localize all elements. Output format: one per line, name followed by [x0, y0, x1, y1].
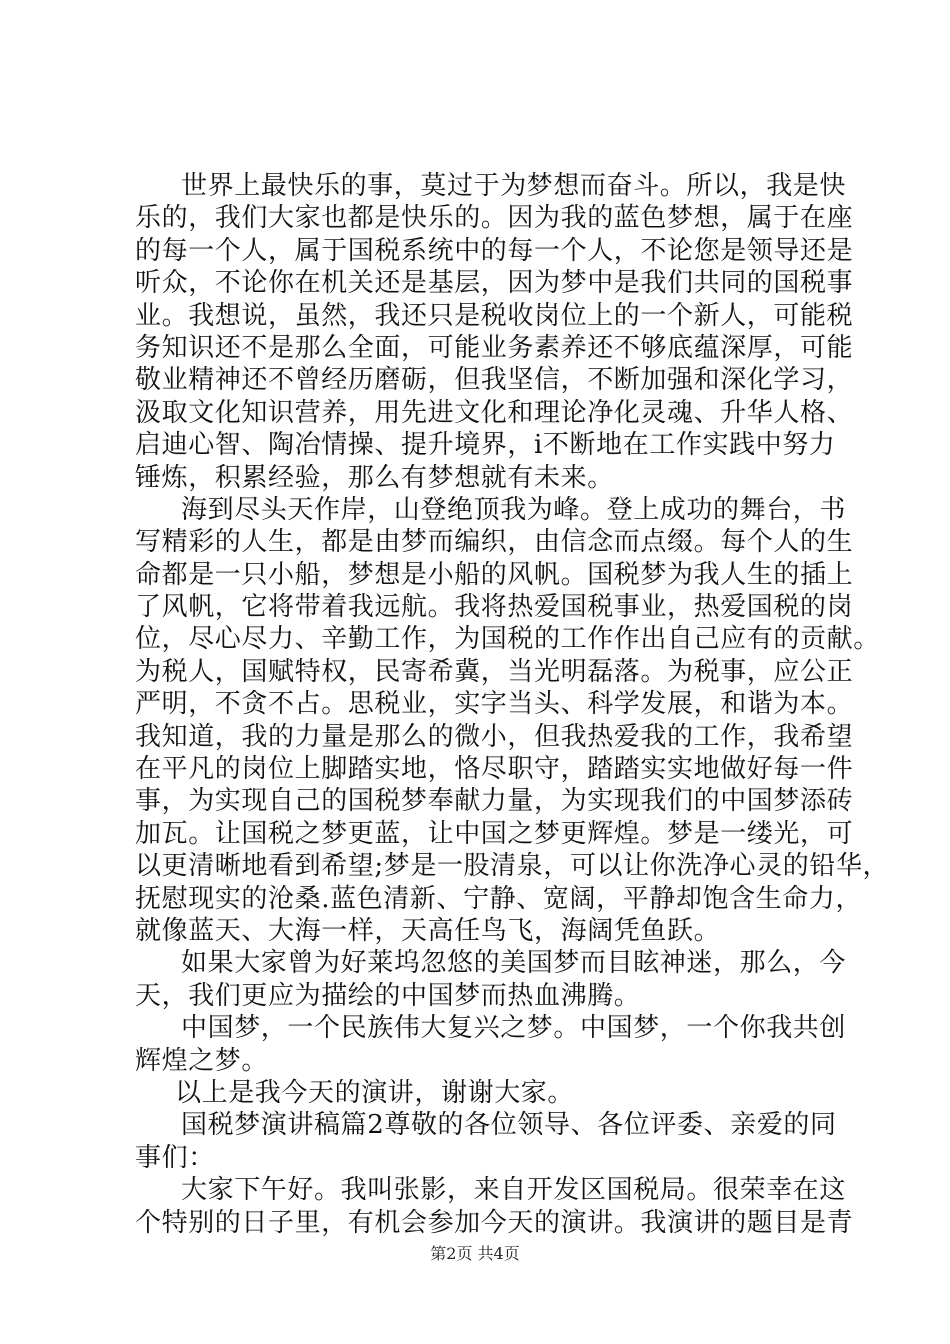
- text-line: 敬业精神还不曾经历磨砺，但我坚信，不断加强和深化学习，: [135, 365, 854, 396]
- text-line: 严明，不贪不占。思税业，实字当头、科学发展，和谐为本。: [135, 689, 854, 720]
- text-line: 海到尽头天作岸，山登绝顶我为峰。登上成功的舞台，书: [181, 494, 847, 525]
- text-line: 的每一个人，属于国税系统中的每一个人，不论您是领导还是: [135, 235, 854, 266]
- text-line: 世界上最快乐的事，莫过于为梦想而奋斗。所以，我是快: [181, 171, 847, 201]
- text-line: 以上是我今天的演讲，谢谢大家。: [175, 1077, 575, 1108]
- text-line: 汲取文化知识营养，用先进文化和理论净化灵魂、升华人格、: [135, 397, 854, 428]
- text-line: 如果大家曾为好莱坞忽悠的美国梦而目眩神迷，那么，今: [181, 948, 847, 979]
- text-line: 业。我想说，虽然，我还只是税收岗位上的一个新人，可能税: [135, 300, 854, 331]
- text-line: 命都是一只小船，梦想是小船的风帆。国税梦为我人生的插上: [135, 559, 854, 590]
- text-line: 加瓦。让国税之梦更蓝，让中国之梦更辉煌。梦是一缕光，可: [135, 818, 854, 849]
- text-line: 抚慰现实的沧桑.蓝色清新、宁静、宽阔，平静却饱含生命力，: [135, 883, 863, 914]
- text-line: 务知识还不是那么全面，可能业务素养还不够底蕴深厚，可能: [135, 332, 854, 363]
- document-body: [135, 170, 890, 1239]
- text-line: 中国梦，一个民族伟大复兴之梦。中国梦，一个你我共创: [181, 1013, 847, 1044]
- text-line: 以更清晰地看到希望;梦是一股清泉，可以让你洗净心灵的铅华，: [135, 851, 890, 882]
- text-line: 国税梦演讲稿篇2尊敬的各位领导、各位评委、亲爱的同: [181, 1110, 837, 1141]
- page-number-footer: 第2页 共4页: [430, 1244, 520, 1263]
- text-line: 锤炼，积累经验，那么有梦想就有未来。: [135, 462, 614, 493]
- text-line: 个特别的日子里，有机会参加今天的演讲。我演讲的题目是青: [135, 1207, 854, 1238]
- text-line: 了风帆，它将带着我远航。我将热爱国税事业，热爱国税的岗: [135, 592, 854, 623]
- text-line: 为税人，国赋特权，民寄希冀，当光明磊落。为税事，应公正: [135, 656, 854, 687]
- text-line: 位，尽心尽力、辛勤工作，为国税的工作作出自己应有的贡献。: [135, 624, 880, 655]
- text-line: 大家下午好。我叫张影，来自开发区国税局。很荣幸在这: [181, 1175, 847, 1206]
- text-line: 事，为实现自己的国税梦奉献力量，为实现我们的中国梦添砖: [135, 786, 854, 817]
- text-line: 听众，不论你在机关还是基层，因为梦中是我们共同的国税事: [135, 268, 854, 299]
- text-line: 事们：: [135, 1142, 215, 1173]
- text-line: 启迪心智、陶冶情操、提升境界，i不断地在工作实践中努力: [135, 430, 836, 461]
- text-line: 天，我们更应为描绘的中国梦而热血沸腾。: [135, 980, 641, 1011]
- text-line: 写精彩的人生，都是由梦而编织，由信念而点缀。每个人的生: [135, 527, 854, 558]
- text-line: 在平凡的岗位上脚踏实地，恪尽职守，踏踏实实地做好每一件: [135, 754, 854, 785]
- text-line: 就像蓝天、大海一样，天高任鸟飞，海阔凭鱼跃。: [135, 915, 721, 946]
- text-line: 乐的，我们大家也都是快乐的。因为我的蓝色梦想，属于在座: [135, 203, 854, 234]
- text-line: 我知道，我的力量是那么的微小，但我热爱我的工作，我希望: [135, 721, 854, 752]
- text-line: 辉煌之梦。: [135, 1045, 269, 1076]
